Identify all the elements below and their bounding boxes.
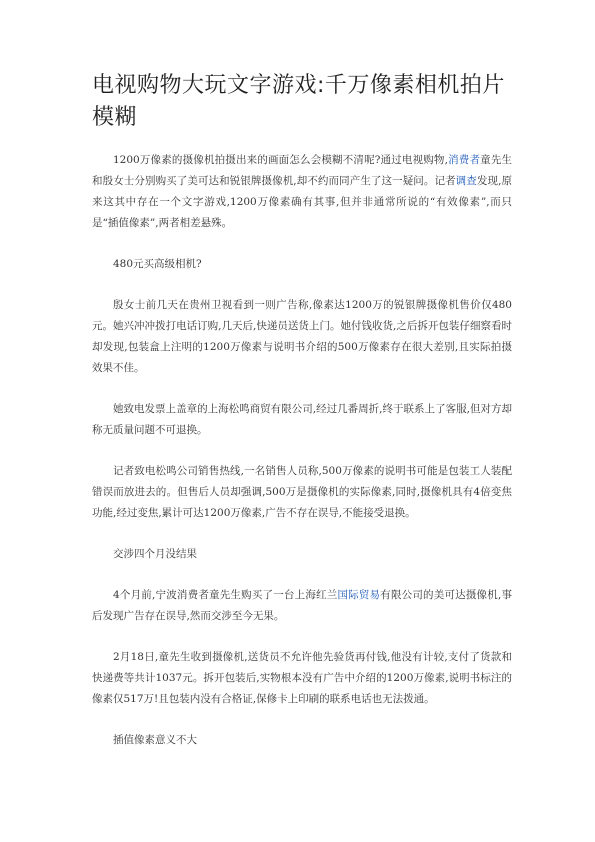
section-heading — [92, 544, 512, 565]
section-heading — [92, 730, 512, 751]
text-run: 有限公司的美可达摄像机,事后发现广告存在误导,然而交涉至今无果。 — [92, 589, 512, 622]
paragraph — [92, 585, 512, 627]
text-run: 童先生和殷女士分别购买了美可达和锐银牌摄像机,却不约而同产生了这一疑问。记者 — [92, 154, 513, 187]
text-run: 交涉四个月没结果 — [113, 548, 197, 560]
paragraph — [92, 461, 512, 524]
paragraph — [92, 150, 512, 234]
article-body — [92, 150, 512, 771]
text-run: 记者致电松鸣公司销售热线,一名销售人员称,500万像素的说明书可能是包装工人装配错误而放进去的。但售后人员却强调,500万是摄像机的实际像素,同时,摄像机具有4倍变焦功能,经过变焦,累计可达1200万像素,广告不存在误导,不能接受退换。 — [92, 465, 512, 519]
text-run: 发现,原来这其中存在一个文字游戏,1200万像素确有其事,但并非通常所说的“有效像素”,而只是“插值像素”,两者相差悬殊。 — [92, 175, 512, 229]
text-run: 她致电发票上盖章的上海松鸣商贸有限公司,经过几番周折,终于联系上了客服,但对方却称无质量问题不可退换。 — [92, 403, 512, 436]
text-run: 插值像素意义不大 — [113, 734, 197, 746]
paragraph — [92, 399, 512, 441]
text-run: 殷女士前几天在贵州卫视看到一则广告称,像素达1200万的锐银牌摄像机售价仅480元。她兴冲冲拨打电话订购,几天后,快递员送货上门。她付钱收货,之后拆开包装仔细察看时却发现,包装盒上注明的1200万像素与说明书介绍的500万像素存在很大差别,且实际拍摄效果不佳。 — [92, 299, 512, 374]
inline-link[interactable]: 国际贸易 — [337, 589, 381, 601]
inline-link[interactable]: 调查 — [455, 175, 477, 187]
paragraph — [92, 647, 512, 710]
paragraph — [92, 295, 512, 379]
text-run: 2月18日,童先生收到摄像机,送货员不允许他先验货再付钱,他没有计较,支付了货款和快递费等共计1037元。拆开包装后,实物根本没有广告中介绍的1200万像素,说明书标注的像素仅517万!且包装内没有合格证,保修卡上印刷的联系电话也无法拨通。 — [92, 651, 512, 705]
section-heading — [92, 254, 512, 275]
page-title: 电视购物大玩文字游戏:千万像素相机拍片模糊 — [92, 73, 505, 130]
text-run: 1200万像素的摄像机拍摄出来的画面怎么会模糊不清呢?通过电视购物, — [113, 154, 448, 166]
text-run: 4个月前,宁波消费者童先生购买了一台上海红兰 — [113, 589, 338, 601]
inline-link[interactable]: 消费者 — [447, 154, 481, 166]
text-run: 480元买高级相机? — [113, 258, 202, 270]
